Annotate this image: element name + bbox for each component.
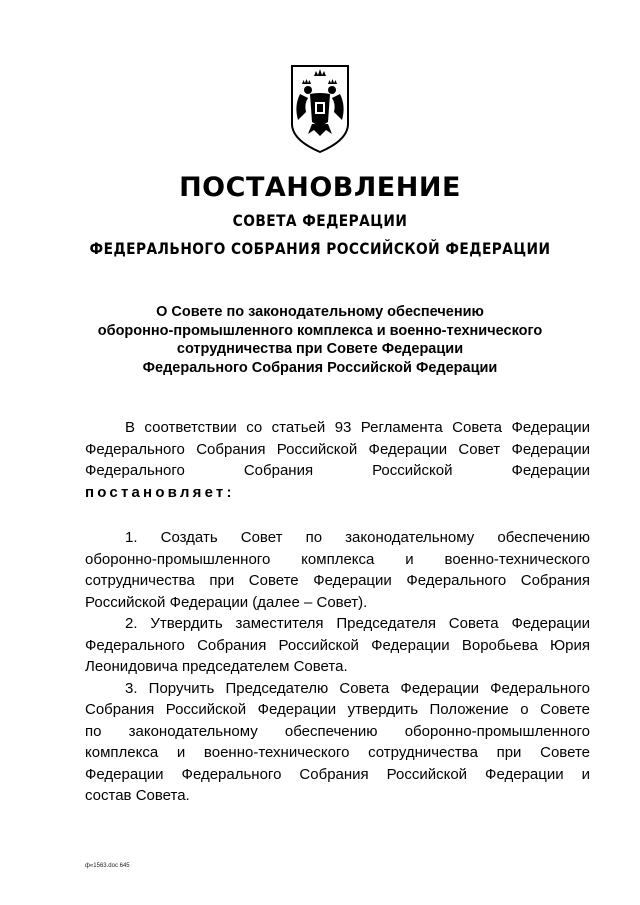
text-line: Федерального Собрания Российской Федерации Воробьева Юрия (85, 636, 590, 654)
text-line: комплекса и военно-технического сотрудничества при Совете (85, 744, 590, 761)
issuer-line-2: ФЕДЕРАЛЬНОГО СОБРАНИЯ РОССИЙСКОЙ ФЕДЕРАЦИИ (89, 239, 551, 258)
item-2 (85, 613, 590, 678)
text-line: 2. Утвердить заместителя Председателя Совета Федерации (125, 615, 590, 632)
coat-of-arms-icon (286, 62, 354, 154)
text-line: В соответствии со статьей 93 Регламента Совета Федерации (125, 419, 590, 436)
text-line: сотрудничества при Совете Федерации Федерального Собрания (85, 572, 590, 589)
subject-line: Федерального Собрания Российской Федерации (142, 359, 498, 376)
subject-line: О Совете по законодательному обеспечению (156, 304, 484, 320)
document-subject (60, 303, 580, 377)
item-1 (85, 527, 590, 613)
issuer-line-1: СОВЕТА ФЕДЕРАЦИИ (232, 211, 408, 230)
subject-line: сотрудничества при Совете Федерации (176, 341, 464, 357)
text-line: Федерального Собрания Российской Федерации (85, 462, 590, 479)
text-line: оборонно-промышленного комплекса и военно-технического (85, 550, 590, 568)
text-line: Леонидовича председателем Совета. (85, 658, 348, 675)
file-footer: ф«1563.doc 645 (85, 863, 130, 869)
text-line: 1. Создать Совет по законодательному обеспечению (125, 529, 590, 546)
resolves-word: постановляет: (85, 483, 235, 501)
item-3 (85, 678, 590, 807)
text-line: по законодательному обеспечению оборонно-промышленного (85, 722, 590, 740)
text-line: 3. Поручить Председателю Совета Федерации Федерального (125, 679, 590, 697)
text-line: состав Совета. (85, 787, 190, 804)
text-line: Федерального Собрания Российской Федерации Совет Федерации (85, 440, 590, 458)
text-line: Собрания Российской Федерации утвердить Положение о Совете (85, 701, 590, 718)
document-type: ПОСТАНОВЛЕНИЕ (179, 172, 461, 203)
preamble (85, 417, 590, 503)
document-body (85, 417, 590, 807)
text-line: Российской Федерации (далее – Совет). (85, 593, 368, 611)
text-line: Федерации Федерального Собрания Российской Федерации и (85, 765, 590, 783)
subject-line: оборонно-промышленного комплекса и военно-технического (97, 322, 543, 339)
